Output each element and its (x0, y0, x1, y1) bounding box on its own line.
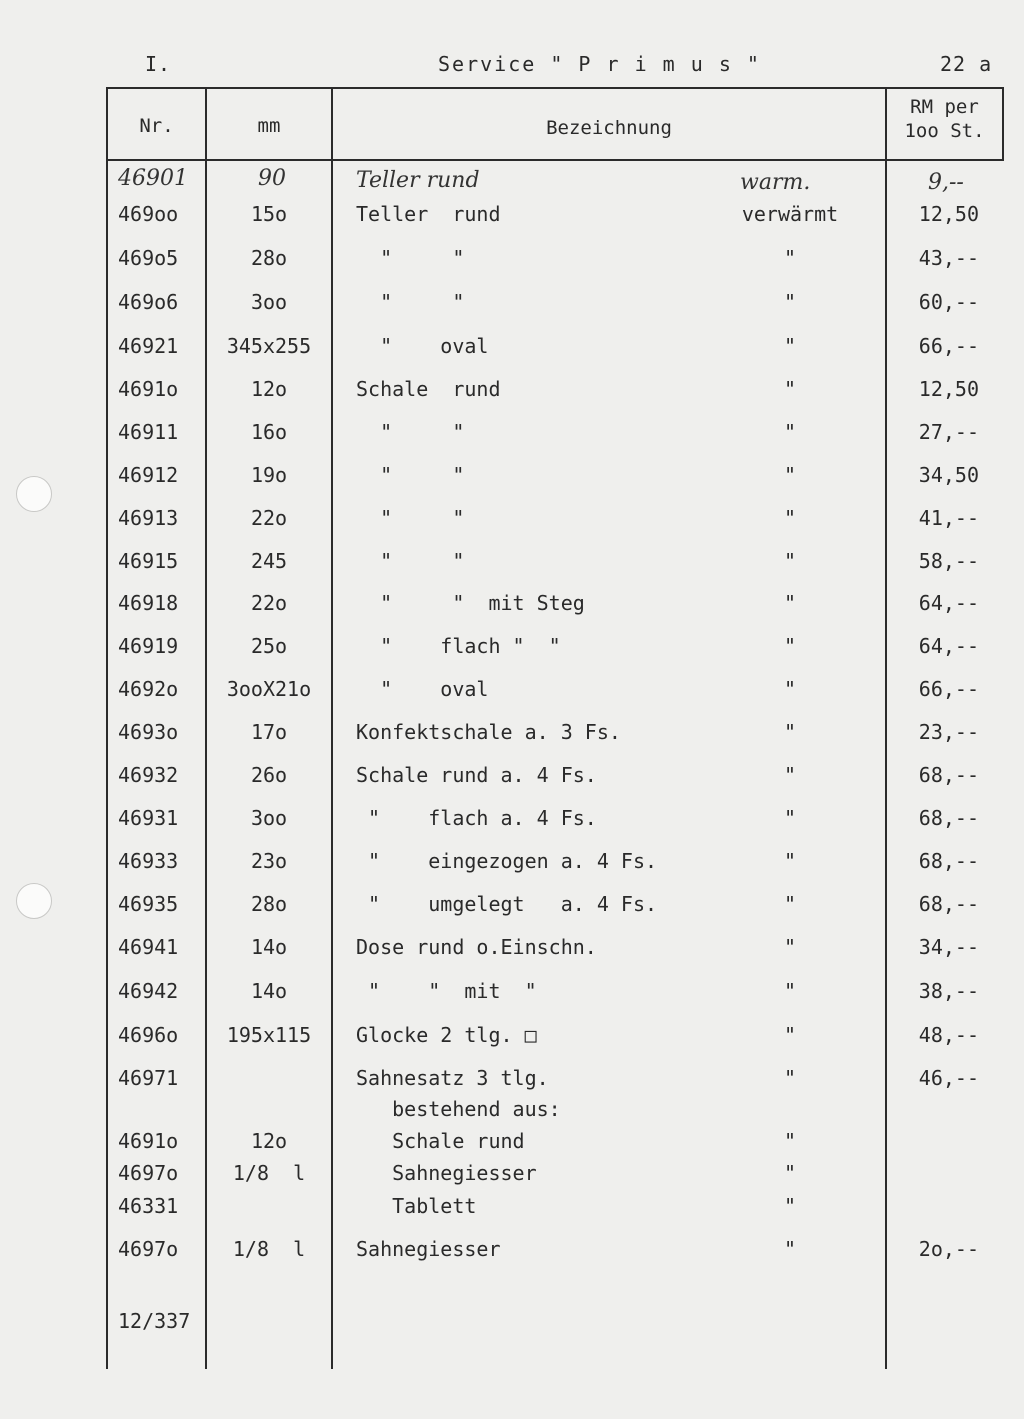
col-header-nr: Nr. (139, 115, 174, 137)
row-mark: " (783, 677, 797, 701)
row-desc: Konfektschale a. 3 Fs. (356, 720, 621, 744)
row-mark: verwärmt (741, 202, 839, 226)
row-mm: 26o (250, 763, 288, 787)
row-desc: Sahnesatz 3 tlg. (356, 1066, 549, 1090)
row-desc: " " mit " (356, 979, 537, 1003)
row-mm: 14o (250, 935, 288, 959)
row-price: 12,50 (918, 377, 979, 401)
row-mark: " (783, 1023, 797, 1047)
row-mm: 28o (250, 892, 288, 916)
row-mark: " (783, 979, 797, 1003)
col-header-mm: mm (257, 115, 281, 137)
punch-hole-lower (16, 883, 52, 919)
row-desc: " " (356, 290, 465, 314)
row-nr: 4697o (118, 1161, 179, 1185)
row-mm: 12o (250, 377, 288, 401)
row-desc: Schale rund (356, 1129, 525, 1153)
col-header-price (887, 95, 1002, 143)
row-price: 68,-- (918, 763, 979, 787)
row-price: 23,-- (918, 720, 979, 744)
row-nr: 4691o (118, 377, 179, 401)
row-mm: 17o (250, 720, 288, 744)
row-price: 43,-- (918, 246, 979, 270)
row-nr: 46932 (118, 763, 179, 787)
handwritten-price: 9,-- (928, 170, 964, 195)
table-right-rule (1002, 87, 1004, 161)
row-desc: " oval (356, 334, 489, 358)
row-price: 58,-- (918, 549, 979, 573)
row-mark: " (783, 1161, 797, 1185)
row-nr: 46913 (118, 506, 179, 530)
handwritten-note: warm. (740, 170, 811, 195)
row-price: 68,-- (918, 849, 979, 873)
row-desc: Sahnegiesser (356, 1161, 537, 1185)
row-desc: Tablett (356, 1194, 477, 1218)
row-price: 46,-- (918, 1066, 979, 1090)
row-mark: " (783, 334, 797, 358)
row-mark: " (783, 591, 797, 615)
row-price: 12,50 (918, 202, 979, 226)
row-mm: 195x115 (226, 1023, 312, 1047)
row-nr: 4697o (118, 1237, 179, 1261)
row-desc: Dose rund o.Einschn. (356, 935, 597, 959)
row-desc: Glocke 2 tlg. □ (356, 1023, 537, 1047)
section-number: I. (145, 52, 172, 76)
row-mm: 23o (250, 849, 288, 873)
row-desc: " eingezogen a. 4 Fs. (356, 849, 658, 873)
row-nr: 469o5 (118, 246, 179, 270)
row-mark: " (783, 1066, 797, 1090)
row-mm: 15o (250, 202, 288, 226)
row-nr: 469oo (118, 202, 179, 226)
row-mark: " (783, 377, 797, 401)
row-mark: " (783, 506, 797, 530)
row-desc: bestehend aus: (356, 1097, 561, 1121)
row-price: 68,-- (918, 806, 979, 830)
row-price: 66,-- (918, 334, 979, 358)
row-nr: 4691o (118, 1129, 179, 1153)
row-price: 66,-- (918, 677, 979, 701)
row-mm: 345x255 (226, 334, 312, 358)
table-header-rule (106, 159, 1004, 161)
row-mark: " (783, 634, 797, 658)
row-mark: " (783, 763, 797, 787)
row-mark: " (783, 806, 797, 830)
col-header-bezeichnung: Bezeichnung (546, 117, 672, 139)
handwritten-nr: 46901 (118, 166, 188, 191)
row-price: 27,-- (918, 420, 979, 444)
row-mm: 3ooX21o (226, 677, 312, 701)
row-price: 34,50 (918, 463, 979, 487)
row-nr: 46331 (118, 1194, 179, 1218)
row-mm: 3oo (250, 290, 288, 314)
col-header-price-line2: 1oo St. (904, 120, 985, 142)
row-price: 38,-- (918, 979, 979, 1003)
row-price: 64,-- (918, 634, 979, 658)
row-mm: 245 (250, 549, 288, 573)
row-nr: 4693o (118, 720, 179, 744)
row-desc: Schale rund (356, 377, 501, 401)
row-mark: " (783, 246, 797, 270)
handwritten-desc: Teller rund (356, 168, 480, 193)
row-mm: 3oo (250, 806, 288, 830)
row-nr: 46911 (118, 420, 179, 444)
row-desc: " " (356, 420, 465, 444)
row-mark: " (783, 549, 797, 573)
row-mm: 22o (250, 591, 288, 615)
row-desc: " flach " " (356, 634, 561, 658)
row-mark: " (783, 463, 797, 487)
row-price: 48,-- (918, 1023, 979, 1047)
row-mark: " (783, 849, 797, 873)
row-desc: " " (356, 463, 465, 487)
row-desc: " " (356, 549, 465, 573)
row-price: 34,-- (918, 935, 979, 959)
row-mark: " (783, 290, 797, 314)
row-desc: " " (356, 246, 465, 270)
row-mark: " (783, 1194, 797, 1218)
row-mark: " (783, 420, 797, 444)
row-desc: Sahnegiesser (356, 1237, 501, 1261)
row-nr: 4692o (118, 677, 179, 701)
row-nr: 46935 (118, 892, 179, 916)
row-desc: " " (356, 506, 465, 530)
row-mark: " (783, 935, 797, 959)
row-nr: 46941 (118, 935, 179, 959)
row-mm: 25o (250, 634, 288, 658)
table-left-rule (106, 87, 108, 1369)
row-nr: 46912 (118, 463, 179, 487)
row-desc: " umgelegt a. 4 Fs. (356, 892, 658, 916)
col-divider-mm (331, 87, 333, 1369)
row-desc: Schale rund a. 4 Fs. (356, 763, 597, 787)
row-price: 64,-- (918, 591, 979, 615)
row-desc: Teller rund (356, 202, 501, 226)
row-nr: 46918 (118, 591, 179, 615)
row-mm: 1/8 l (232, 1161, 306, 1185)
page-number: 22 a (940, 52, 993, 76)
row-mm: 19o (250, 463, 288, 487)
row-mm: 22o (250, 506, 288, 530)
row-mark: " (783, 1237, 797, 1261)
row-mark: " (783, 720, 797, 744)
col-header-price-line1: RM per (910, 96, 979, 118)
row-nr: 46915 (118, 549, 179, 573)
table-top-rule (106, 87, 1004, 89)
row-desc: " " mit Steg (356, 591, 585, 615)
row-mark: " (783, 1129, 797, 1153)
row-nr: 46971 (118, 1066, 179, 1090)
row-mark: " (783, 892, 797, 916)
row-nr: 4696o (118, 1023, 179, 1047)
row-nr: 46931 (118, 806, 179, 830)
row-nr: 46919 (118, 634, 179, 658)
row-price: 68,-- (918, 892, 979, 916)
row-nr: 46933 (118, 849, 179, 873)
row-mm: 28o (250, 246, 288, 270)
handwritten-mm: 90 (258, 166, 286, 191)
row-mm: 14o (250, 979, 288, 1003)
row-price: 2o,-- (918, 1237, 979, 1261)
row-mm: 1/8 l (232, 1237, 306, 1261)
row-nr: 469o6 (118, 290, 179, 314)
row-nr: 46921 (118, 334, 179, 358)
punch-hole-upper (16, 476, 52, 512)
row-desc: " flach a. 4 Fs. (356, 806, 597, 830)
document-reference: 12/337 (118, 1309, 191, 1333)
row-mm: 16o (250, 420, 288, 444)
row-price: 41,-- (918, 506, 979, 530)
row-mm: 12o (250, 1129, 288, 1153)
row-nr: 46942 (118, 979, 179, 1003)
row-desc: " oval (356, 677, 489, 701)
page-title: Service " P r i m u s " (438, 52, 761, 76)
row-price: 60,-- (918, 290, 979, 314)
